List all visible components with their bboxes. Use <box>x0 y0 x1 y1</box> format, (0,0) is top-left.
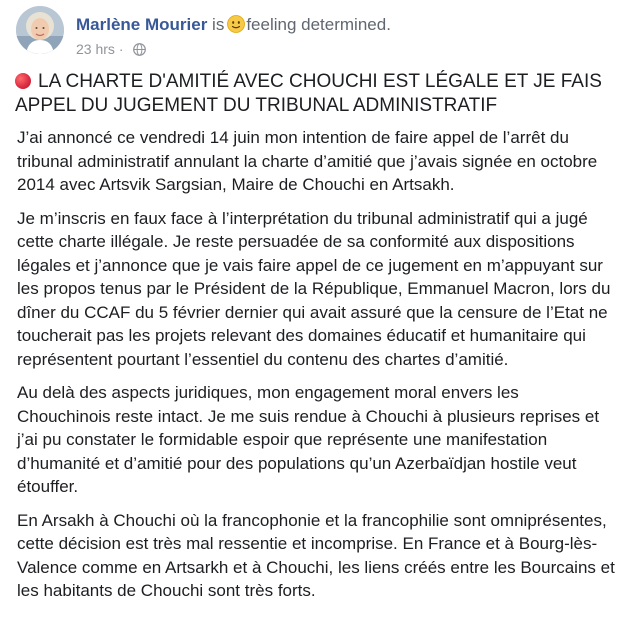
avatar[interactable] <box>16 6 64 54</box>
globe-icon[interactable] <box>133 42 146 55</box>
meta-separator: · <box>118 41 124 57</box>
red-circle-icon <box>15 73 31 89</box>
feeling-prefix: is <box>212 15 225 34</box>
post-paragraph-1: J’ai annoncé ce vendredi 14 juin mon intention de faire appel de l’arrêt du tribunal administratif annulant la charte d’amitié que j’avais signée en octobre 2014 avec Artsvik Sargsian, Maire de Chouchi en Artsakh. <box>17 128 598 194</box>
author-name-link[interactable]: Marlène Mourier <box>76 15 208 34</box>
author-line <box>76 15 391 35</box>
post-body <box>17 126 615 613</box>
headline-text: LA CHARTE D'AMITIÉ AVEC CHOUCHI EST LÉGALE ET JE FAIS APPEL DU JUGEMENT DU TRIBUNAL ADMINISTRATIF <box>15 71 602 116</box>
post-paragraph-2: Je m’inscris en faux face à l’interprétation du tribunal administratif qui a jugé cette charte illégale. Je reste persuadée de sa conformité aux dispositions légales et j’annonce que je vais faire appel de ce jugement en m’appuyant sur les propos tenus par le Président de la République, Emmanuel Macron, lors du dîner du CCAF du 5 février dernier qui avait assuré que la censure de l’Etat ne toucherait pas les projets relevant des domaines éducatif et humanitaire qui représentent pourtant l’essentiel du contenu des chartes d’amitié. <box>17 208 611 369</box>
post-headline <box>15 70 615 118</box>
smiling-face-icon <box>227 15 245 33</box>
post-paragraph-3: Au delà des aspects juridiques, mon engagement moral envers les Chouchinois reste intact. Je me suis rendue à Chouchi à plusieurs reprises et j’ai pu constater le formidable espoir que représente une manifestation d’humanité et d’amitié pour des populations qu’un Azerbaïdjan hostile veut étouffer. <box>17 383 600 496</box>
feeling-text: feeling determined. <box>246 15 391 34</box>
post-meta <box>76 40 146 58</box>
post-paragraph-4: En Arsakh à Chouchi où la francophonie et la francophilie sont omniprésentes, cette décision est très mal ressentie et incomprise. En France et à Bourg-lès-Valence comme en Artsarkh et à Chouchi, les liens créés entre les Bourcains et les habitants de Chouchi sont très forts. <box>17 510 615 600</box>
timestamp-link[interactable]: 23 hrs <box>76 41 115 57</box>
profile-photo <box>16 6 64 54</box>
